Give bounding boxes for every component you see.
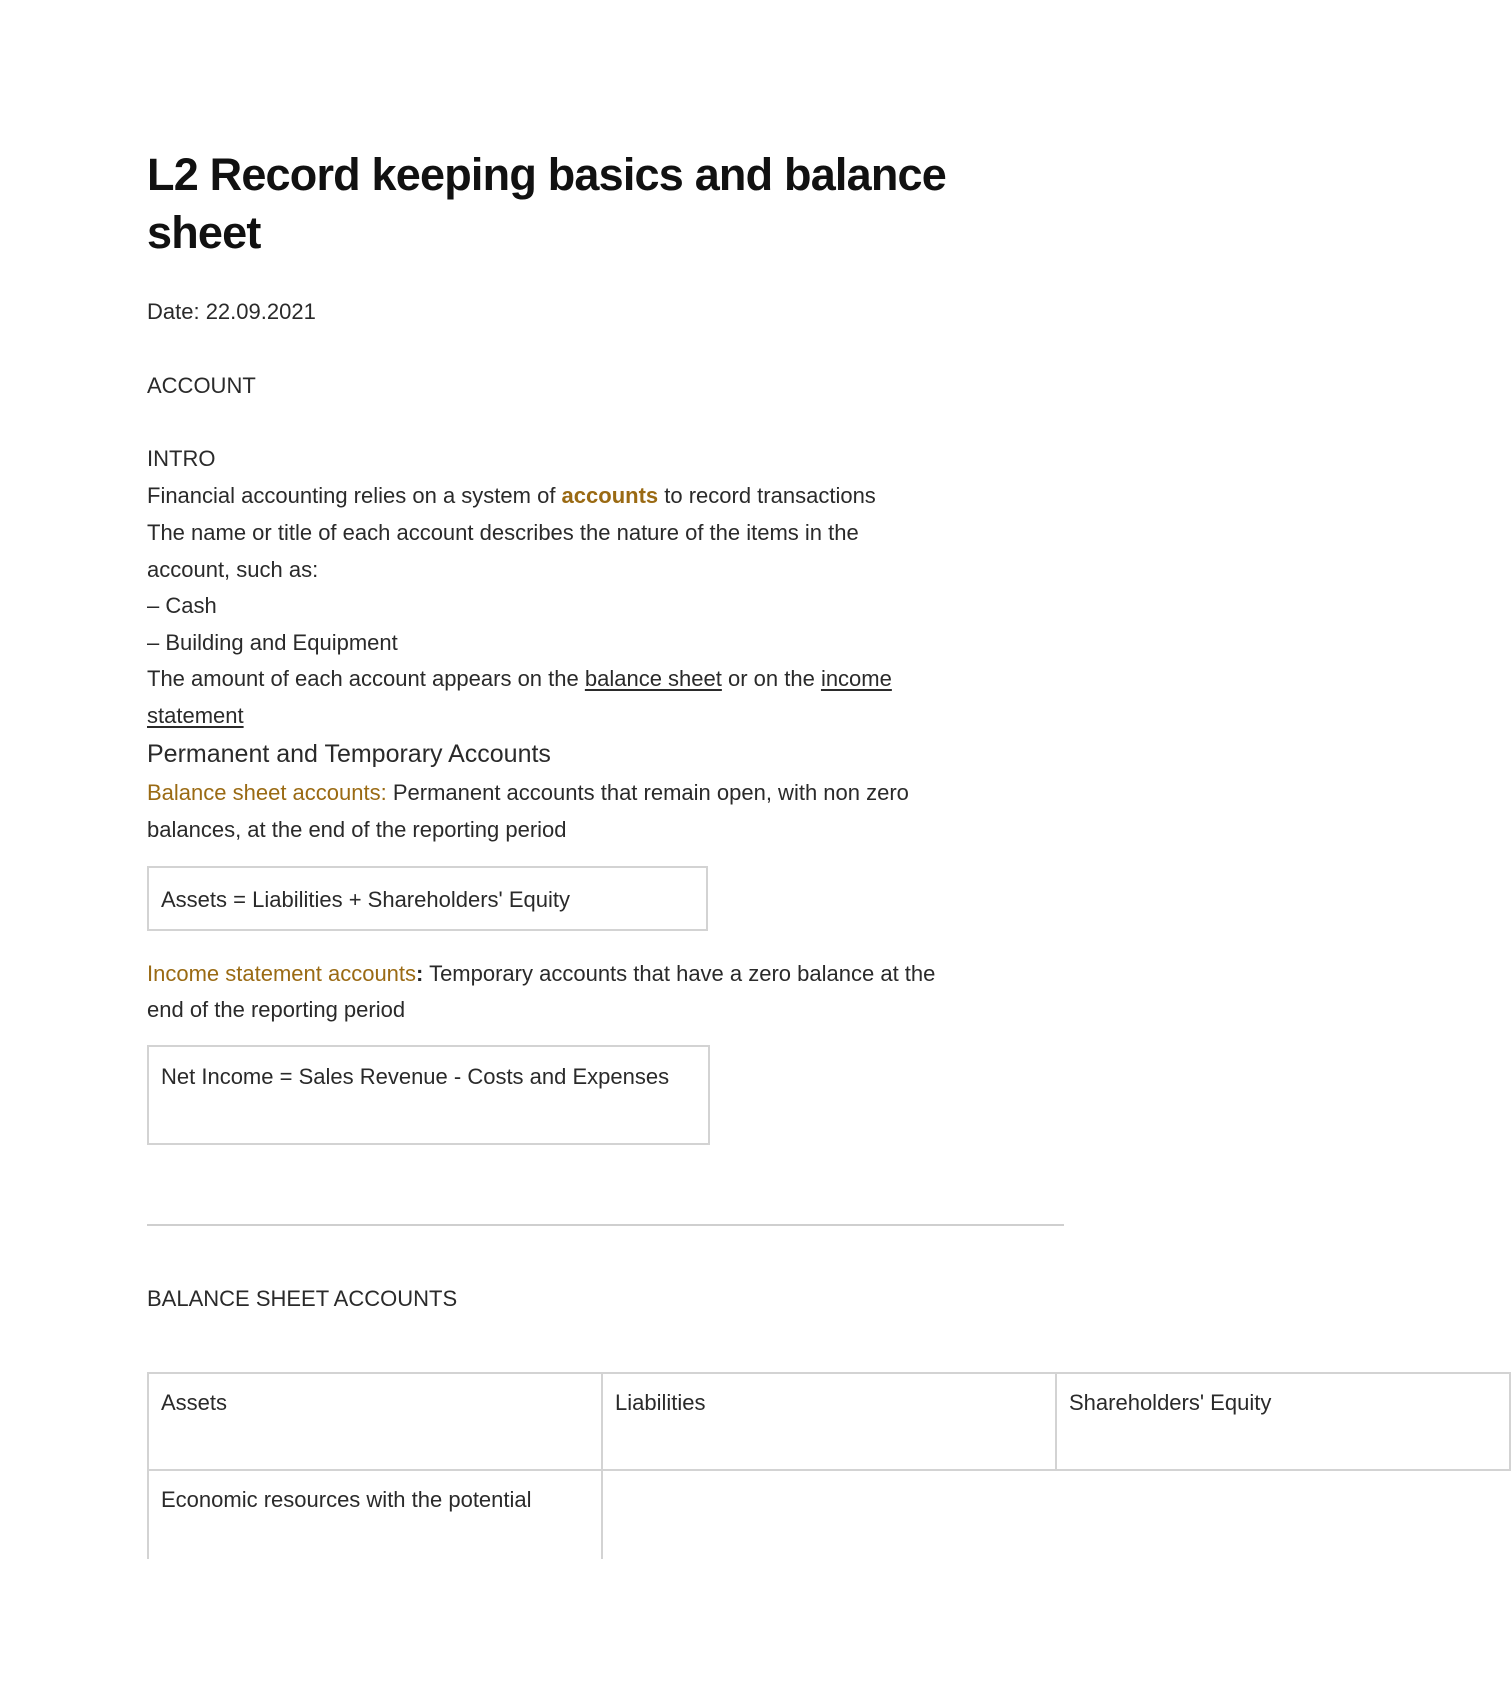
balance-sheet-accounts-text: Permanent accounts that remain open, with non zero (386, 780, 909, 805)
income-statement-link-part1[interactable]: income (820, 666, 892, 691)
balance-sheet-accounts-label: Balance sheet accounts: (147, 780, 387, 805)
date-line: Date: 22.09.2021 (147, 299, 316, 324)
net-income-text: Net Income = Sales Revenue - Costs and Expenses (161, 1064, 670, 1089)
balance-sheet-accounts-line-2: balances, at the end of the reporting period (147, 817, 567, 842)
amount-text-pre: The amount of each account appears on the (147, 666, 585, 691)
amount-paragraph-line-2 (147, 697, 244, 734)
name-description-line-2: account, such as: (147, 557, 319, 582)
table-header-cell (1055, 1372, 1511, 1471)
list-item-cash: – Cash (147, 593, 217, 618)
table-header-assets: Assets (161, 1390, 228, 1415)
document-page (147, 0, 1272, 1692)
table-header-liabilities: Liabilities (615, 1390, 706, 1415)
balance-sheet-link[interactable]: balance sheet (584, 666, 722, 691)
assets-description: Economic resources with the potential (161, 1487, 532, 1512)
section-heading-balance-sheet-accounts: BALANCE SHEET ACCOUNTS (147, 1286, 458, 1311)
page-title: L2 Record keeping basics and balance sheet (147, 149, 946, 258)
income-statement-colon: : (416, 961, 424, 986)
accounting-equation-callout (147, 866, 708, 931)
income-statement-accounts-label: Income statement accounts (147, 961, 417, 986)
subheading-permanent-temporary: Permanent and Temporary Accounts (147, 740, 551, 768)
income-statement-accounts-line-1 (147, 955, 935, 992)
intro-label: INTRO (147, 446, 216, 471)
amount-paragraph-line-1 (147, 660, 892, 697)
table-cell (147, 1469, 603, 1559)
accounting-equation-text: Assets = Liabilities + Shareholders' Equity (161, 887, 570, 912)
balance-sheet-accounts-line-1 (147, 774, 909, 811)
name-description-line-1: The name or title of each account describes the nature of the items in the (147, 520, 859, 545)
intro-paragraph (147, 477, 876, 514)
list-item-building: – Building and Equipment (147, 630, 398, 655)
table-header-cell (147, 1372, 603, 1471)
divider (147, 1224, 1064, 1226)
accounts-keyword: accounts (561, 483, 659, 508)
amount-text-mid: or on the (721, 666, 821, 691)
intro-text-pre: Financial accounting relies on a system of (147, 483, 562, 508)
net-income-callout (147, 1045, 710, 1145)
income-statement-accounts-line-2: end of the reporting period (147, 997, 406, 1022)
table-header-cell (601, 1372, 1057, 1471)
section-heading-account: ACCOUNT (147, 373, 256, 398)
income-statement-accounts-text: Temporary accounts that have a zero balance at the (423, 961, 936, 986)
table-header-equity: Shareholders' Equity (1069, 1390, 1272, 1415)
income-statement-link-part2[interactable]: statement (147, 703, 244, 728)
balance-sheet-table (147, 1372, 1272, 1532)
intro-text-post: to record transactions (658, 483, 876, 508)
